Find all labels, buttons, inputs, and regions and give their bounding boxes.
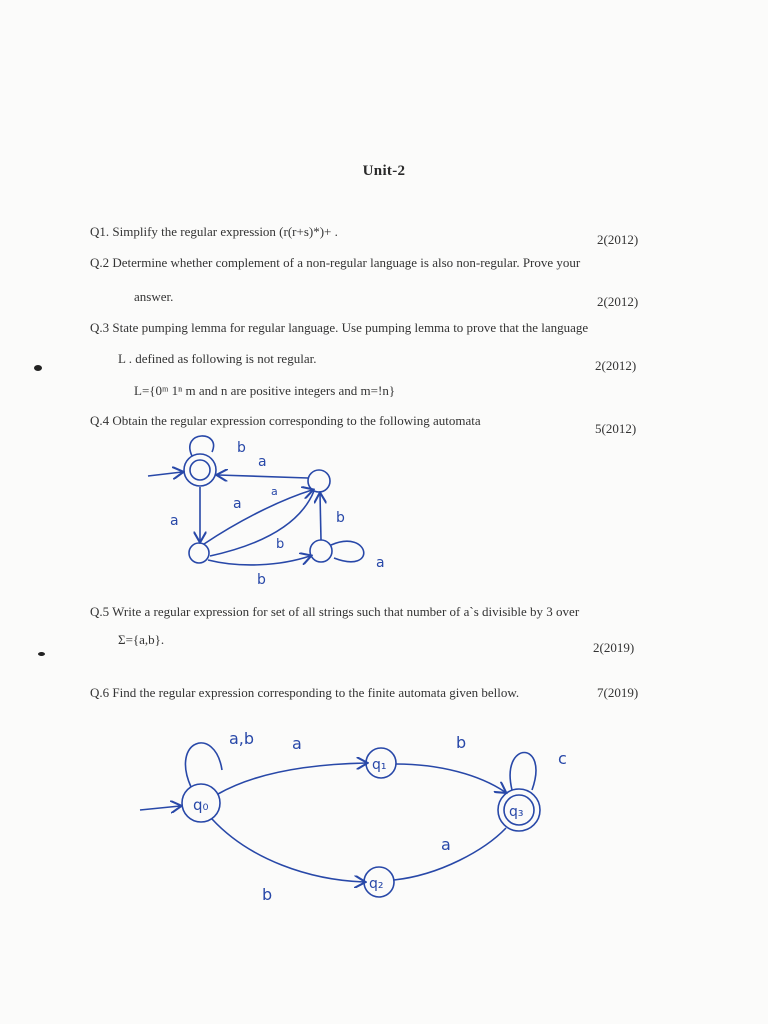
question-4-text: Q.4 Obtain the regular expression corresponding to the following automata [90, 413, 481, 428]
question-1-text: Q1. Simplify the regular expression (r(r+s)*)+ . [90, 224, 338, 239]
self-loop-q3 [510, 753, 536, 791]
label-self-b: b [237, 440, 246, 456]
question-3-text-line2: L . defined as following is not regular. [118, 351, 317, 366]
start-arrow-2 [140, 806, 180, 810]
label-q1-q3: b [456, 733, 467, 752]
edge-q1-q3 [396, 764, 505, 792]
label-right-b: b [336, 510, 345, 526]
question-2-marks: 2(2012) [597, 294, 639, 309]
page-title: Unit-2 [362, 163, 406, 179]
question-3-text-line3: L={0ᵐ 1ⁿ m and n are positive integers and m=!n} [134, 383, 396, 398]
label-self-a: a [376, 555, 385, 571]
question-3-text-line1: Q.3 State pumping lemma for regular language. Use pumping lemma to prove that the language [90, 320, 589, 335]
label-bottom-b: b [257, 572, 266, 588]
question-1-marks: 2(2012) [597, 232, 639, 247]
label-self-q3: c [558, 749, 567, 768]
question-5-text-line2: Σ={a,b}. [118, 632, 165, 647]
self-loop-q0 [185, 743, 222, 787]
label-q0-q1: a [292, 734, 302, 753]
question-6-marks: 7(2019) [597, 685, 639, 700]
label-q2-q3: a [441, 835, 451, 854]
question-5-text-line1: Q.5 Write a regular expression for set of all strings such that number of a`s divisible by 3 over [90, 604, 580, 619]
state-q2-label: q₂ [369, 876, 384, 892]
question-6-text: Q.6 Find the regular expression corresponding to the finite automata given bellow. [90, 685, 520, 700]
question-5-marks: 2(2019) [593, 640, 635, 655]
question-4-marks: 5(2012) [595, 421, 637, 436]
question-2-text-line2: answer. [134, 289, 174, 304]
label-diag-a2: a [271, 485, 278, 498]
edge-q0-q2 [212, 819, 364, 882]
state-q0-label: q₀ [193, 796, 209, 814]
label-diag-a1: a [233, 496, 242, 512]
question-3-marks: 2(2012) [595, 358, 637, 373]
label-left-a: a [170, 513, 179, 529]
label-top-a: a [258, 454, 267, 470]
state-q1-label: q₁ [372, 757, 387, 773]
label-q0-q2: b [262, 885, 273, 904]
margin-speck [34, 365, 42, 371]
margin-speck [38, 652, 45, 656]
question-2-text-line1: Q.2 Determine whether complement of a non-regular language is also non-regular. Prove your [90, 255, 581, 270]
label-self-q0: a,b [229, 729, 255, 748]
state-q3-label: q₃ [509, 804, 524, 820]
label-mid-b: b [276, 537, 285, 552]
edge-q0-q1 [218, 763, 366, 794]
